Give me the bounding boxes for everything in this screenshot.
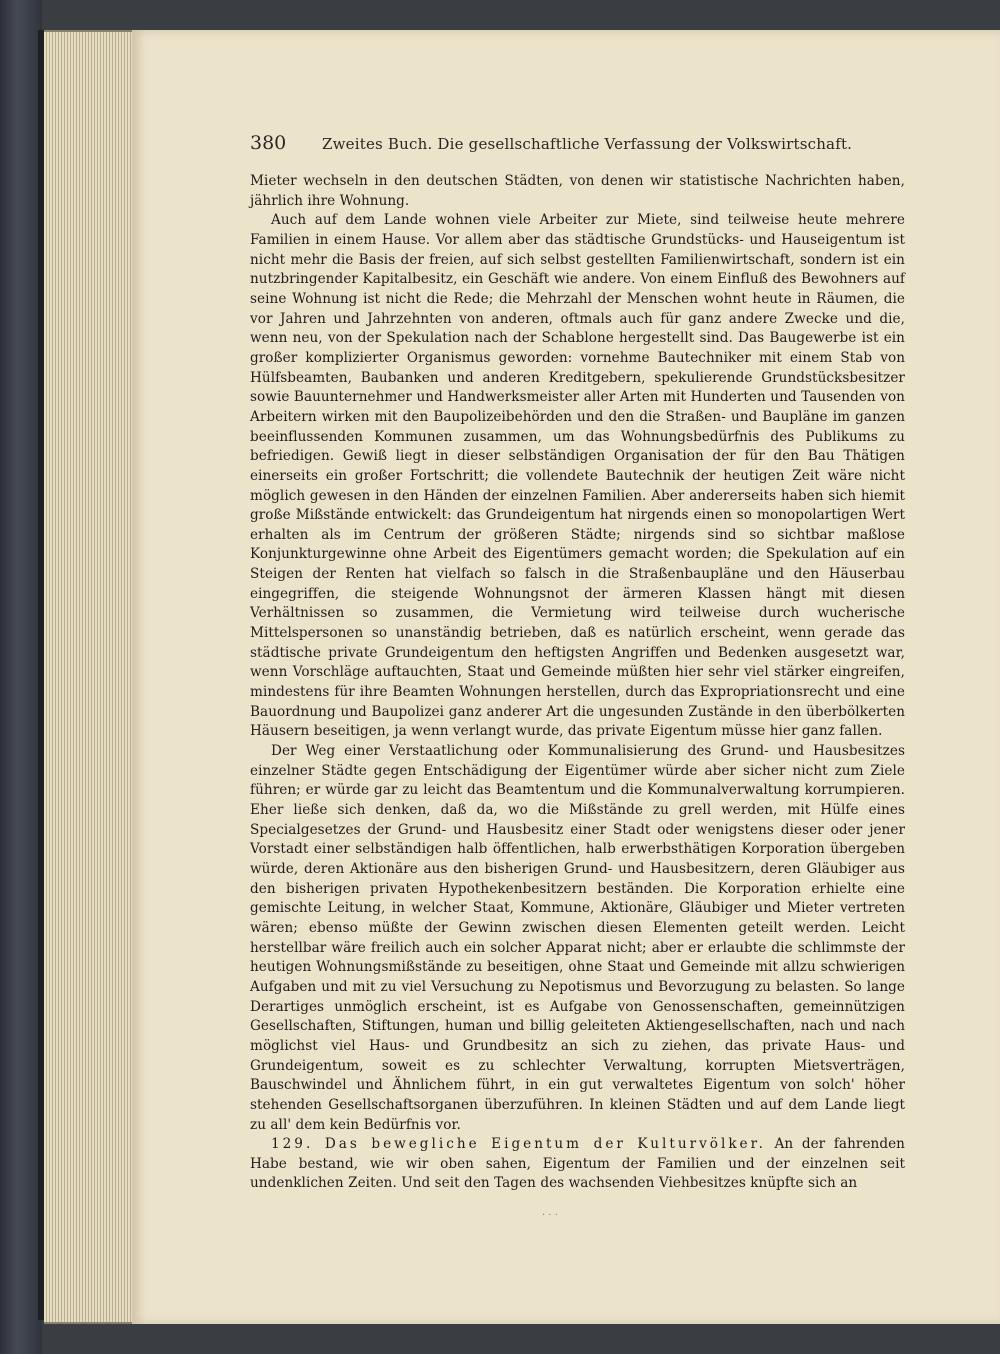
running-head-title: Zweites Buch. Die gesellschaftliche Verfassung der Volkswirtschaft. <box>322 135 853 153</box>
paragraph-4 <box>250 1135 905 1194</box>
paragraph-3: Der Weg einer Verstaatlichung oder Kommunalisierung des Grund- und Hausbesitzes einzelner Städte gegen Entschädigung der Eigentümer würde aber sicher nicht zum Ziele führen; er würde gar zu leicht das Beamtentum und die Kommunalverwaltung korrumpieren. Eher ließe sich denken, daß da, wo die Mißstände zu grell werden, mit Hülfe eines Specialgesetzes der Grund- und Hausbesitz einer Stadt oder wenigstens dieser oder jener Vorstadt einer selbständigen halb öffentlichen, halb erwerbsthätigen Korporation übergeben würde, deren Aktionäre aus den bisherigen Grund- und Hausbesitzern, deren Gläubiger aus den bisherigen privaten Hypothekenbesitzern beständen. Die Korporation erhielte eine gemischte Leitung, in welcher Staat, Kommune, Aktionäre, Gläubiger und Mieter vertreten wären; ebenso müßte der Gewinn zwischen diesen Elementen geteilt werden. Leicht herstellbar wäre freilich auch ein solcher Apparat nicht; aber er erlaubte die schlimmste der heutigen Wohnungsmißstände zu beseitigen, ohne Staat und Gemeinde mit allzu schwierigen Aufgaben und mit zu viel Versuchung zu Nepotismus und Bevorzugung zu belasten. So lange Derartiges unmöglich erscheint, ist es Aufgabe von Genossenschaften, gemeinnützigen Gesellschaften, Stiftungen, human und billig geleiteten Aktiengesellschaften, nach und nach möglichst viel Haus- und Grundbesitz an sich zu ziehen, das private Haus- und Grundeigentum, soweit es zu schlechter Verwaltung, korrupten Mietsverträgen, Bauschwindel und Ähnlichem führt, in ein gut verwaltetes Eigentum von solch' höher stehenden Gesellschaftsorganen überzuführen. In kleinen Städten und auf dem Lande liegt zu all' dem kein Bedürfnis vor. <box>250 743 905 1133</box>
running-head <box>250 132 853 162</box>
paragraph-4-text: An der fahrenden Habe bestand, wie wir oben sahen, Eigentum der Familien und der einzelnen seit undenklichen Zeiten. Und seit den Tagen des wachsenden Viehbesitzes knüpfte sich an <box>250 1136 905 1192</box>
paragraph-2: Auch auf dem Lande wohnen viele Arbeiter zur Miete, sind teilweise heute mehrere Familien in einem Hause. Vor allem aber das städtische Grundstücks- und Hauseigentum ist nicht mehr die Basis der freien, auf sich selbst gestellten Familienwirtschaft, sondern ist ein nutzbringender Kapitalbesitz, ein Geschäft wie andere. Von einem Einfluß des Bewohners auf seine Wohnung ist nicht die Rede; die Mehrzahl der Menschen wohnt heute in Räumen, die vor Jahren und Jahrzehnten von anderen, oftmals auch für ganz andere Zwecke und die, wenn neu, von der Spekulation nach der Schablone hergestellt sind. Das Baugewerbe ist ein großer komplizierter Organismus geworden: vornehme Bautechniker mit einem Stab von Hülfsbeamten, Baubanken und anderen Kreditgebern, spekulierende Grundstücksbesitzer sowie Bauunternehmer und Handwerksmeister aller Arten mit Hunderten und Tausenden von Arbeitern wirken mit den Baupolizeibehörden und den die Straßen- und Baupläne im ganzen beeinflussenden Kommunen zusammen, um das Wohnungsbedürfnis des Publikums zu befriedigen. Gewiß liegt in dieser selbständigen Organisation der für den Bau Thätigen einerseits ein großer Fortschritt; die vollendete Bautechnik der heutigen Zeit wäre nicht möglich gewesen in den Händen der einzelnen Familien. Aber andererseits haben sich hiemit große Mißstände entwickelt: das Grundeigentum hat nirgends einen so monopolartigen Wert erhalten als im Centrum der größeren Städte; nirgends sind so sichtbar maßlose Konjunkturgewinne ohne Arbeit des Eigentümers gemacht worden; die Spekulation auf ein Steigen der Renten hat vielfach so falsch in die Straßenbaupläne und den Häuserbau eingegriffen, die steigende Wohnungsnot der ärmeren Klassen hängt mit diesen Verhältnissen so zusammen, die Vermietung wird teilweise durch wucherische Mittelspersonen so unanständig betrieben, daß es natürlich erscheint, wenn gerade das städtische private Grundeigentum den heftigsten Angriffen und Bedenken ausgesetzt war, wenn Vorschläge auftauchten, Staat und Gemeinde müßten hier sehr viel stärker eingreifen, mindestens für ihre Beamten Wohnungen herstellen, durch das Expropriationsrecht und eine Bauordnung und Baupolizei ganz anderer Art die ungesunden Zustände in den überbölkerten Häusern beseitigen, ja wenn verlangt wurde, das private Eigentum müsse hier ganz fallen. <box>250 212 905 740</box>
book-spine <box>0 0 42 1354</box>
page-speck: · · · <box>542 1210 558 1221</box>
body-text <box>250 172 905 1192</box>
page-number: 380 <box>250 132 287 154</box>
page-edges <box>44 30 132 1324</box>
section-heading: 129. Das bewegliche Eigentum der Kulturvölker. <box>271 1136 766 1153</box>
book-page <box>132 30 1000 1324</box>
paragraph-1: Mieter wechseln in den deutschen Städten, von denen wir statistische Nachrichten haben, jährlich ihre Wohnung. <box>250 173 905 209</box>
